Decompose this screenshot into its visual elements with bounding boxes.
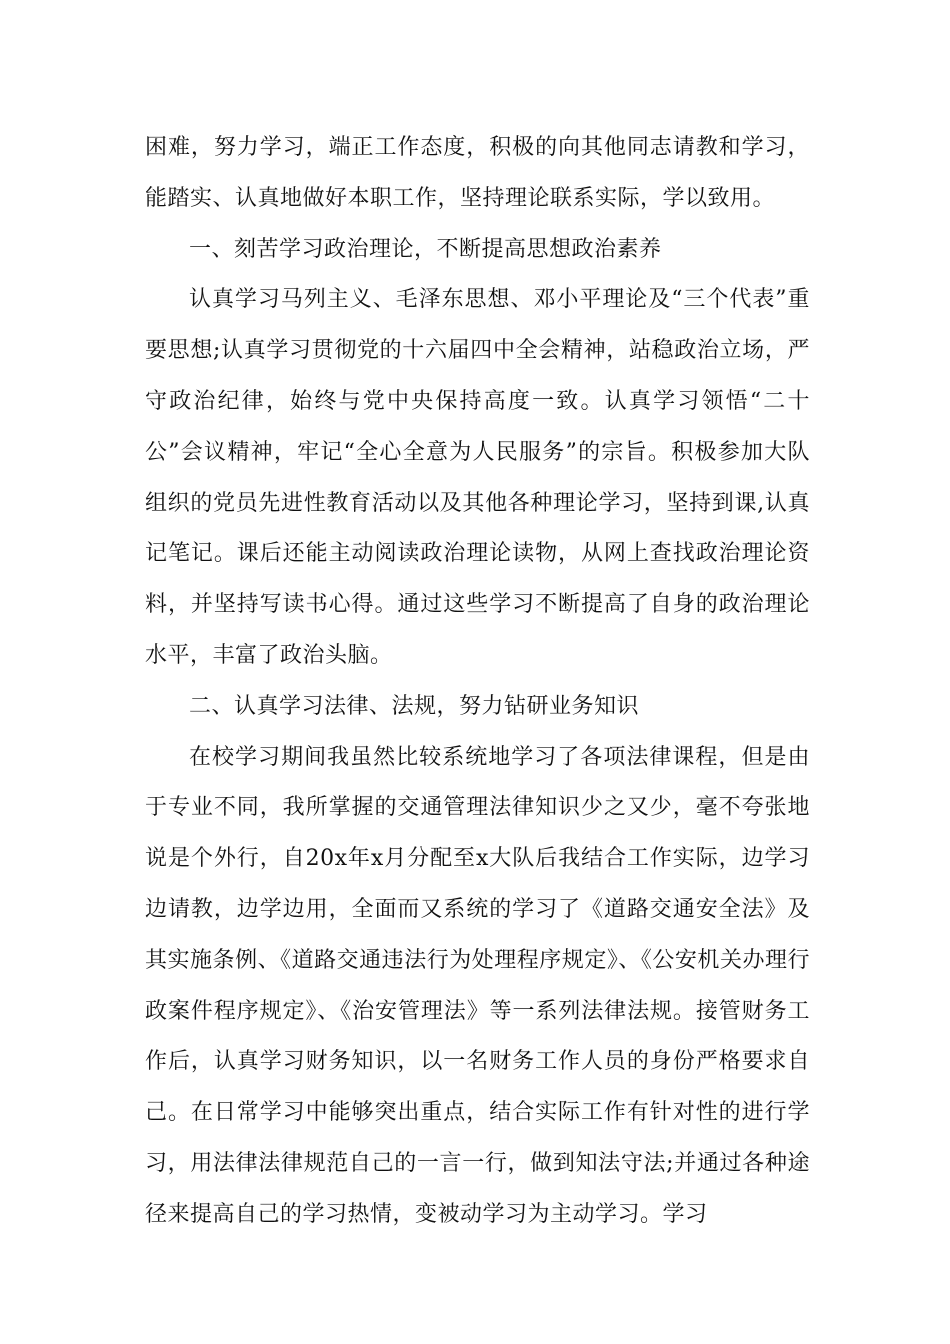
document-body	[145, 123, 810, 1241]
section-heading-2: 二、认真学习法律、法规，努力钻研业务知识	[189, 693, 640, 719]
section-heading-1: 一、刻苦学习政治理论，不断提高思想政治素养	[189, 236, 662, 262]
paragraph-1: 困难，努力学习，端正工作态度，积极的向其他同志请教和学习，能踏实、认真地做好本职工作，坚持理论联系实际，学以致用。	[145, 135, 810, 211]
paragraph-3: 在校学习期间我虽然比较系统地学习了各项法律课程，但是由于专业不同，我所掌握的交通管理法律知识少之又少，毫不夸张地说是个外行，自20x年x月分配至x大队后我结合工作实际，边学习边请教，边学边用，全面而又系统的学习了《道路交通安全法》及其实施条例、《道路交通违法行为处理程序规定》、《公安机关办理行政案件程序规定》、《治安管理法》等一系列法律法规。接管财务工作后，认真学习财务知识，以一名财务工作人员的身份严格要求自己。在日常学习中能够突出重点，结合实际工作有针对性的进行学习，用法律法律规范自己的一言一行，做到知法守法;并通过各种途径来提高自己的学习热情，变被动学习为主动学习。学习	[145, 744, 810, 1227]
paragraph-2: 认真学习马列主义、毛泽东思想、邓小平理论及“三个代表”重要思想;认真学习贯彻党的十六届四中全会精神，站稳政治立场，严守政治纪律，始终与党中央保持高度一致。认真学习领悟“二十公”会议精神，牢记“全心全意为人民服务”的宗旨。积极参加大队组织的党员先进性教育活动以及其他各种理论学习，坚持到课,认真记笔记。课后还能主动阅读政治理论读物，从网上查找政治理论资料，并坚持写读书心得。通过这些学习不断提高了自身的政治理论水平，丰富了政治头脑。	[145, 287, 810, 668]
